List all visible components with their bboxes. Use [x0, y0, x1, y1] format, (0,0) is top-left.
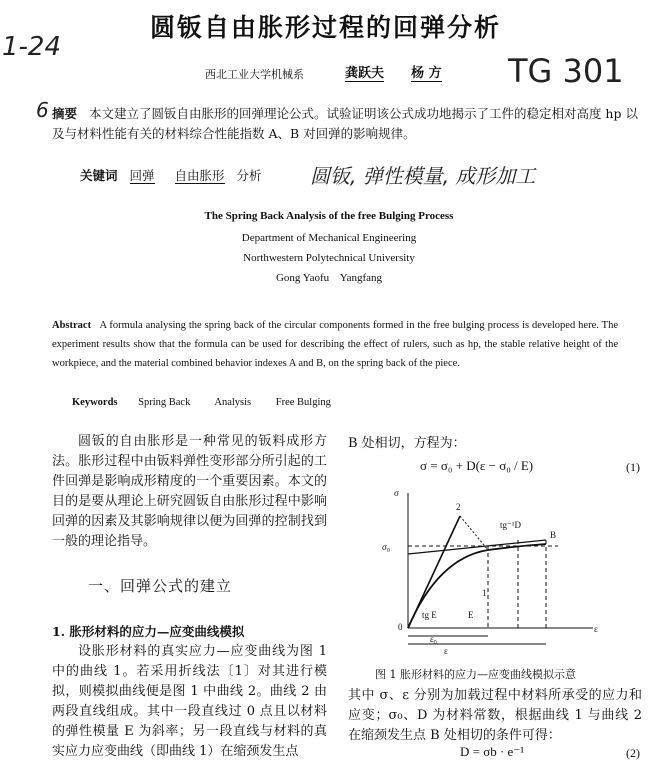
E-label: E — [468, 610, 474, 620]
equation-2-number: (2) — [626, 746, 640, 760]
origin-label: 0 — [398, 622, 403, 632]
body-paragraph: 设胀形材料的真实应力—应变曲线为图 1 中的曲线 1。若采用折线法〔1〕对其进行模拟，则模拟曲线便是图 1 中曲线 2。曲线 2 由两段直线组成。其中一段直线过 0 点且以材料的弹性模量 E 为斜率；另一段直线与材料的真实应力应变曲线（即曲线 1）在缩颈发生点 — [52, 644, 327, 759]
point-b-label: B — [550, 530, 557, 540]
abstract-label: 摘要 — [52, 106, 78, 121]
right-paragraph: 其中 σ、ε 分别为加载过程中材料所承受的应力和应变；σ₀、D 为材料常数，根据曲线 1 与曲线 2 在缩颈发生点 B 处相切的条件可得： — [348, 688, 642, 743]
stress-strain-figure — [368, 478, 608, 658]
margin-note: 1-24 — [2, 32, 62, 62]
figure-caption: 图 1 胀形材料的应力—应变曲线模拟示意 — [375, 668, 576, 681]
author-2: 杨 方 — [411, 66, 442, 81]
eps-axis-label: ε — [594, 624, 598, 634]
keyword-item: 回弹 — [129, 168, 155, 183]
abstract-text: 本文建立了圆钣自由胀形的回弹理论公式。试验证明该公式成功地揭示了工件的稳定相对高度 hp 以及与材料性能有关的材料综合性能指数 A、B 对回弹的影响规律。 — [52, 106, 638, 141]
chinese-keywords — [80, 166, 262, 184]
tgE-label: tg E — [422, 610, 437, 620]
handwritten-mark: 6 — [36, 98, 49, 122]
handwritten-keywords: 圆钣, 弹性模量, 成形加工 — [310, 164, 536, 188]
strain-label: ε — [444, 646, 448, 656]
intro-paragraph: 圆钣的自由胀形是一种常见的钣料成形方法。胀形过程中由钣料弹性变形部分所引起的工件回弹是影响成形精度的一个重要因素。本文的目的是要从理论上研究圆钣自由胀形过程中影响回弹的因素及其影响规律以便为回弹的控制找到一般的理论指导。 — [52, 434, 327, 549]
equation-1: σ = σ₀ + D(ε − σ₀ / E) — [420, 458, 534, 473]
sigma-label: σ — [394, 488, 399, 498]
sigma0-label: σ₀ — [382, 542, 390, 552]
english-university: Northwestern Polytechnical University — [243, 252, 415, 264]
equation-2: D = σb · e⁻¹ — [460, 744, 525, 759]
subsection-heading: 1. 胀形材料的应力—应变曲线模拟 — [52, 624, 245, 639]
keywords-label: 关键词 — [80, 168, 118, 183]
english-keyword-item: Free Bulging — [275, 397, 331, 408]
keyword-item: 自由胀形 — [174, 168, 225, 183]
english-keyword-item: Spring Back — [138, 397, 191, 408]
english-keywords — [72, 397, 353, 408]
curve-2-label: 2 — [456, 502, 461, 512]
strain0-label: ε₀ — [430, 634, 437, 644]
keyword-item: 分析 — [236, 168, 262, 183]
english-keywords-label: Keywords — [72, 397, 118, 408]
english-dept: Department of Mechanical Engineering — [241, 232, 417, 244]
curve-1-label: 1 — [482, 588, 487, 598]
english-authors: Gong Yaofu Yangfang — [275, 272, 383, 284]
classification-code: TG 301 — [508, 52, 624, 90]
english-abstract-label: Abstract — [52, 320, 92, 331]
page-title: 圆钣自由胀形过程的回弹分析 — [150, 13, 502, 42]
equation-1-number: (1) — [626, 460, 640, 474]
equation-lead: B 处相切，方程为： — [348, 436, 466, 451]
english-keyword-item: Analysis — [214, 397, 252, 408]
section-heading: 一、回弹公式的建立 — [88, 577, 233, 595]
chinese-abstract — [52, 104, 642, 144]
authors — [345, 62, 442, 81]
english-abstract — [52, 316, 618, 373]
english-title: The Spring Back Analysis of the free Bulging Process — [204, 210, 454, 222]
tgD-label: tg⁻¹D — [500, 520, 521, 530]
curve-2-drop — [460, 516, 488, 550]
english-abstract-text: A formula analysing the spring back of the circular components formed in the free bulging process is developed here. The experiment results show that the formula can be used for describing the effect of rulers, such as hp, the stable relative height of the workpiece, and the material combined behavior indexes A and B, on the spring back of the piece. — [52, 320, 618, 369]
author-1: 龚跃夫 — [345, 66, 385, 81]
affiliation: 西北工业大学机械系 — [205, 68, 304, 81]
